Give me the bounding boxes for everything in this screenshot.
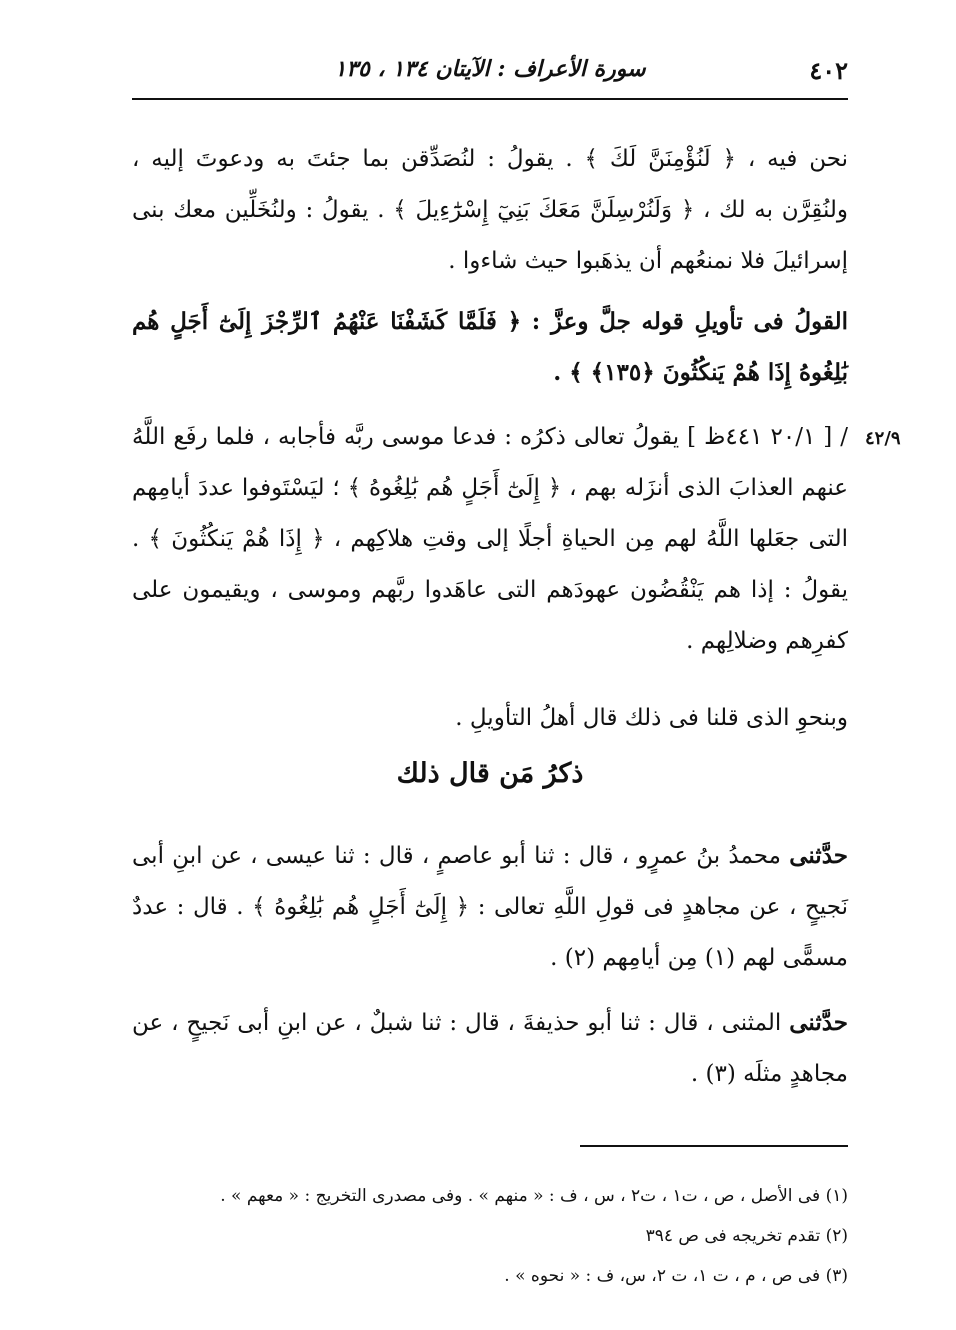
paragraph-interpreters: وبنحوِ الذى قلنا فى ذلك قال أهلُ التأويلِ . — [455, 705, 848, 731]
hadith-1-text: محمدُ بنُ عمرٍو ، قال : ثنا أبو عاصمٍ ، قال : ثنا عيسى ، عن ابنِ أبى نَجيحٍ ، عن مجاهدٍ فى قولِ اللَّهِ تعالى : ﴿ إِلَىٰٓ أَجَلٍ هُم بَٰلِغُوهُ ﴾ . قال : عددٌ مسمًّى لهم (١) مِن أيامِهم (٢) . — [132, 843, 848, 971]
section-heading: ذكرُ مَن قال ذلك — [396, 758, 584, 789]
hadith-2 — [132, 997, 848, 1100]
header-title: سورة الأعراف : الآيتان ١٣٤ ، ١٣٥ — [334, 56, 646, 82]
footnote-1: (١) فى الأصل ، ص ، ت١ ، ت٢ ، س ، ف : « منهم » . وفى مصدرى التخريج : « معهم » . — [220, 1186, 848, 1206]
verse-heading: القولُ فى تأويلِ قوله جلَّ وعزَّ : ﴿ فَلَمَّا كَشَفْنَا عَنْهُمُ ٱلرِّجْزَ إِلَىٰٓ أَجَلٍ هُم بَٰلِغُوهُ إِذَا هُمْ يَنكُثُونَ ﴿١٣٥﴾ ﴾ . — [132, 308, 848, 386]
footnotes — [132, 1176, 848, 1296]
paragraph-commentary: / [ ٢٠/١ ٤٤١ظ ] يقولُ تعالى ذكرُه : فدعا موسى ربَّه فأجابه ، فلما رفَع اللَّهُ عنهم العذابَ الذى أنزَله بهم ، ﴿ إِلَىٰٓ أَجَلٍ هُم بَٰلِغُوهُ ﴾ ؛ ليَسْتَوفوا عددَ أيامِهم التى جعَلها اللَّهُ لهم مِن الحياةِ أجلًا إلى وقتِ هلاكِهم ، ﴿ إِذَا هُمْ يَنكُثُونَ ﴾ . يقولُ : إذا هم يَنْقُضُون عهودَهم التى عاهَدوا ربَّهم وموسى ، ويقيمون على كفرِهم وضلالِهم . — [132, 424, 849, 654]
page-number: ٤٠٢ — [809, 56, 848, 85]
header-rule — [132, 98, 848, 100]
running-header — [132, 48, 848, 94]
hadith-1-lead: حدَّثنى — [789, 842, 848, 869]
hadith-2-text: المثنى ، قال : ثنا أبو حذيفةَ ، قال : ثنا شبلٌ ، عن ابنِ أبى نَجيحٍ ، عن مجاهدٍ مثلَه (٣) . — [132, 1010, 848, 1087]
margin-reference: ٤٢/٩ — [865, 428, 901, 449]
hadith-1 — [132, 830, 848, 984]
footnote-rule — [580, 1145, 848, 1147]
paragraph-1: نحن فيه ، ﴿ لَنُؤْمِنَنَّ لَكَ ﴾ . يقولُ : لنُصَدِّقن بما جئتَ به ودعوتَ إليه ، ولنُقِرَّن به لك ، ﴿ وَلَنُرْسِلَنَّ مَعَكَ بَنِيٓ إِسْرَٰٓءِيلَ ﴾ . يقولُ : ولنُخَلِّين معك بنى إسرائيلَ فلا نمنعُهم أن يذهَبوا حيث شاءوا . — [132, 146, 848, 274]
hadith-2-lead: حدَّثنى — [789, 1009, 849, 1036]
footnote-2: (٢) تقدم تخريجه فى ص ٣٩٤ — [645, 1226, 848, 1246]
footnote-3: (٣) فى ص ، م ، ت ١، ت ٢، س، ف : « نحوه » . — [504, 1266, 848, 1286]
